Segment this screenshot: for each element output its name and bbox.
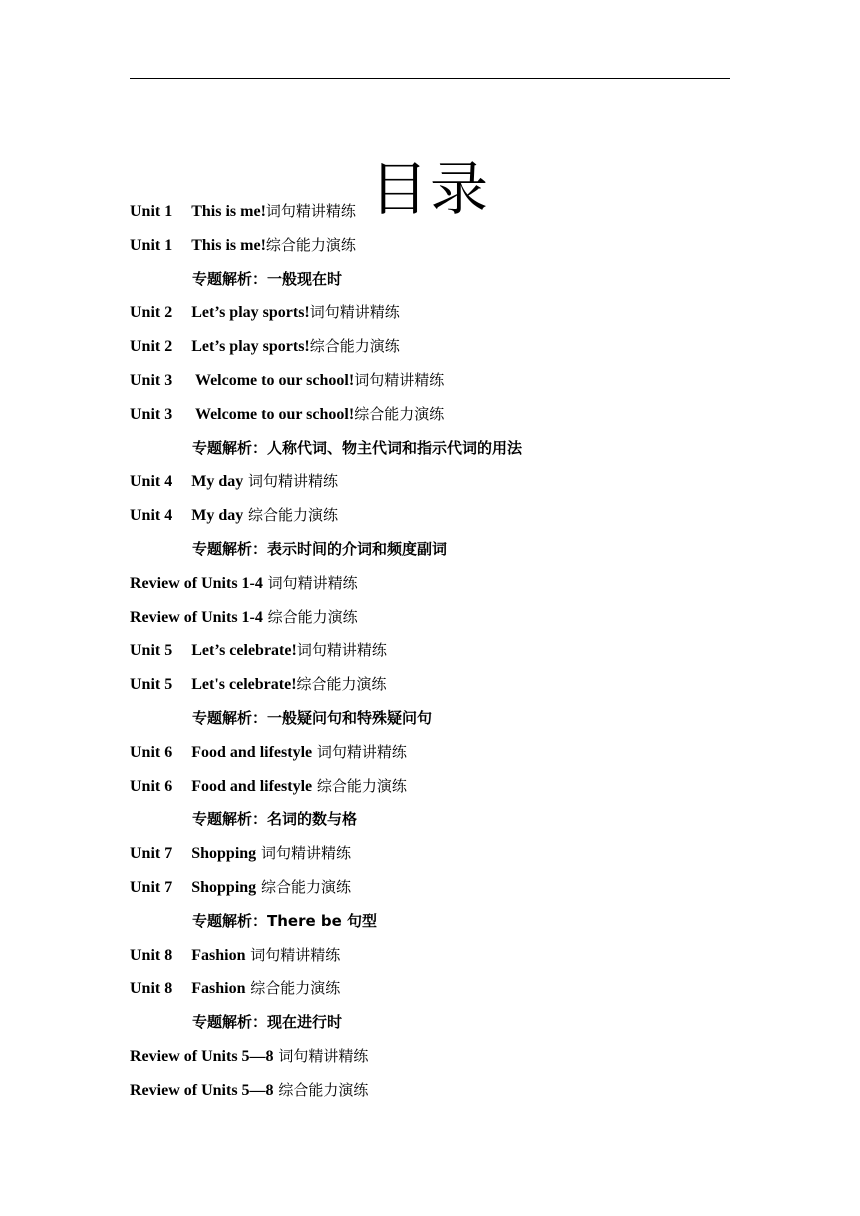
toc-entry[interactable]: [130, 871, 750, 905]
toc-unit-title: This is me!: [191, 236, 266, 254]
toc-unit-number: Unit 6: [130, 743, 173, 761]
toc-section-type: 综合能力演练: [256, 877, 351, 896]
toc-entry[interactable]: [130, 939, 750, 973]
toc-topic-entry[interactable]: [130, 803, 750, 837]
toc-section-type: 综合能力演练: [296, 675, 387, 694]
toc-section-type: 词句精讲精练: [354, 370, 445, 389]
toc-unit-title: My day: [191, 473, 244, 491]
toc-unit-number: Unit 4: [130, 473, 173, 491]
toc-topic-label: 专题解析：There be 句型: [192, 911, 378, 930]
toc-topic-entry[interactable]: [130, 702, 750, 736]
toc-entry[interactable]: [130, 972, 750, 1006]
toc-unit-title: Welcome to our school!: [191, 371, 355, 389]
toc-section-type: 综合能力演练: [312, 776, 407, 795]
toc-topic-label: 专题解析：一般现在时: [192, 269, 343, 288]
toc-unit-title: Review of Units 1-4: [130, 574, 263, 592]
toc-unit-title: Food and lifestyle: [191, 743, 313, 761]
toc-entry[interactable]: [130, 364, 750, 398]
toc-section-type: 综合能力演练: [245, 979, 341, 998]
toc-entry[interactable]: [130, 1074, 750, 1108]
toc-unit-title: Let’s play sports!: [191, 338, 310, 356]
toc-entry[interactable]: [130, 736, 750, 770]
toc-section-type: 综合能力演练: [354, 404, 445, 423]
toc-unit-title: Review of Units 5—8: [130, 1081, 274, 1099]
toc-entry[interactable]: [130, 770, 750, 804]
toc-unit-number: Unit 4: [130, 507, 173, 525]
toc-unit-number: Unit 3: [130, 371, 173, 389]
toc-entry[interactable]: [130, 465, 750, 499]
toc-unit-title: Shopping: [191, 845, 257, 863]
toc-unit-number: Unit 5: [130, 676, 173, 694]
toc-unit-number: Unit 6: [130, 777, 173, 795]
toc-section-type: 词句精讲精练: [296, 641, 387, 660]
toc-unit-title: Fashion: [191, 946, 246, 964]
toc-unit-title: Welcome to our school!: [191, 405, 355, 423]
toc-topic-entry[interactable]: [130, 533, 750, 567]
toc-section-type: 词句精讲精练: [243, 472, 339, 491]
toc-section-type: 综合能力演练: [273, 1080, 369, 1099]
toc-unit-title: Review of Units 5—8: [130, 1047, 274, 1065]
toc-topic-label: 专题解析：人称代词、物主代词和指示代词的用法: [192, 438, 523, 457]
toc-unit-number: Unit 2: [130, 338, 173, 356]
toc-entry[interactable]: [130, 499, 750, 533]
toc-entry[interactable]: [130, 668, 750, 702]
toc-unit-title: Shopping: [191, 878, 257, 896]
toc-unit-title: Let’s play sports!: [191, 304, 310, 322]
toc-topic-entry[interactable]: [130, 905, 750, 939]
toc-entry[interactable]: [130, 296, 750, 330]
toc-section-type: 综合能力演练: [243, 506, 339, 525]
toc-entry[interactable]: [130, 601, 750, 635]
toc-unit-title: Food and lifestyle: [191, 777, 313, 795]
toc-unit-number: Unit 3: [130, 405, 173, 423]
toc-unit-number: Unit 1: [130, 203, 173, 220]
toc-entry[interactable]: [130, 229, 750, 263]
toc-topic-entry[interactable]: [130, 432, 750, 466]
header-rule: [130, 78, 730, 79]
toc-section-type: 词句精讲精练: [309, 303, 400, 322]
table-of-contents: [130, 195, 750, 1108]
toc-unit-number: Unit 1: [130, 236, 173, 254]
toc-topic-label: 专题解析：表示时间的介词和频度副词: [192, 539, 448, 558]
toc-unit-title: Fashion: [191, 980, 246, 998]
toc-entry[interactable]: [130, 1040, 750, 1074]
toc-topic-label: 专题解析：名词的数与格: [192, 810, 358, 829]
toc-topic-entry[interactable]: [130, 263, 750, 297]
toc-section-type: 词句精讲精练: [312, 742, 407, 761]
toc-topic-label: 专题解析：现在进行时: [192, 1013, 343, 1032]
toc-section-type: 词句精讲精练: [245, 945, 341, 964]
toc-entry[interactable]: [130, 195, 750, 229]
toc-entry[interactable]: [130, 837, 750, 871]
toc-section-type: 综合能力演练: [265, 235, 356, 254]
toc-unit-title: My day: [191, 507, 244, 525]
toc-unit-title: Review of Units 1-4: [130, 608, 263, 626]
toc-unit-title: Let's celebrate!: [191, 676, 297, 694]
page-title: 目录: [369, 154, 490, 223]
toc-unit-title: Let’s celebrate!: [191, 642, 297, 660]
toc-section-type: 综合能力演练: [262, 607, 358, 626]
toc-unit-number: Unit 8: [130, 946, 173, 964]
toc-section-type: 词句精讲精练: [265, 202, 356, 220]
toc-unit-number: Unit 8: [130, 980, 173, 998]
toc-topic-label: 专题解析：一般疑问句和特殊疑问句: [192, 708, 433, 727]
toc-section-type: 词句精讲精练: [273, 1046, 369, 1065]
toc-entry[interactable]: [130, 634, 750, 668]
toc-entry[interactable]: [130, 567, 750, 601]
toc-unit-title: This is me!: [191, 203, 266, 220]
toc-section-type: 词句精讲精练: [256, 844, 351, 863]
toc-unit-number: Unit 7: [130, 878, 173, 896]
toc-topic-entry[interactable]: [130, 1006, 750, 1040]
toc-section-type: 词句精讲精练: [262, 573, 358, 592]
toc-section-type: 综合能力演练: [309, 337, 400, 356]
toc-unit-number: Unit 5: [130, 642, 173, 660]
toc-entry[interactable]: [130, 330, 750, 364]
toc-unit-number: Unit 7: [130, 845, 173, 863]
toc-entry[interactable]: [130, 398, 750, 432]
toc-unit-number: Unit 2: [130, 304, 173, 322]
